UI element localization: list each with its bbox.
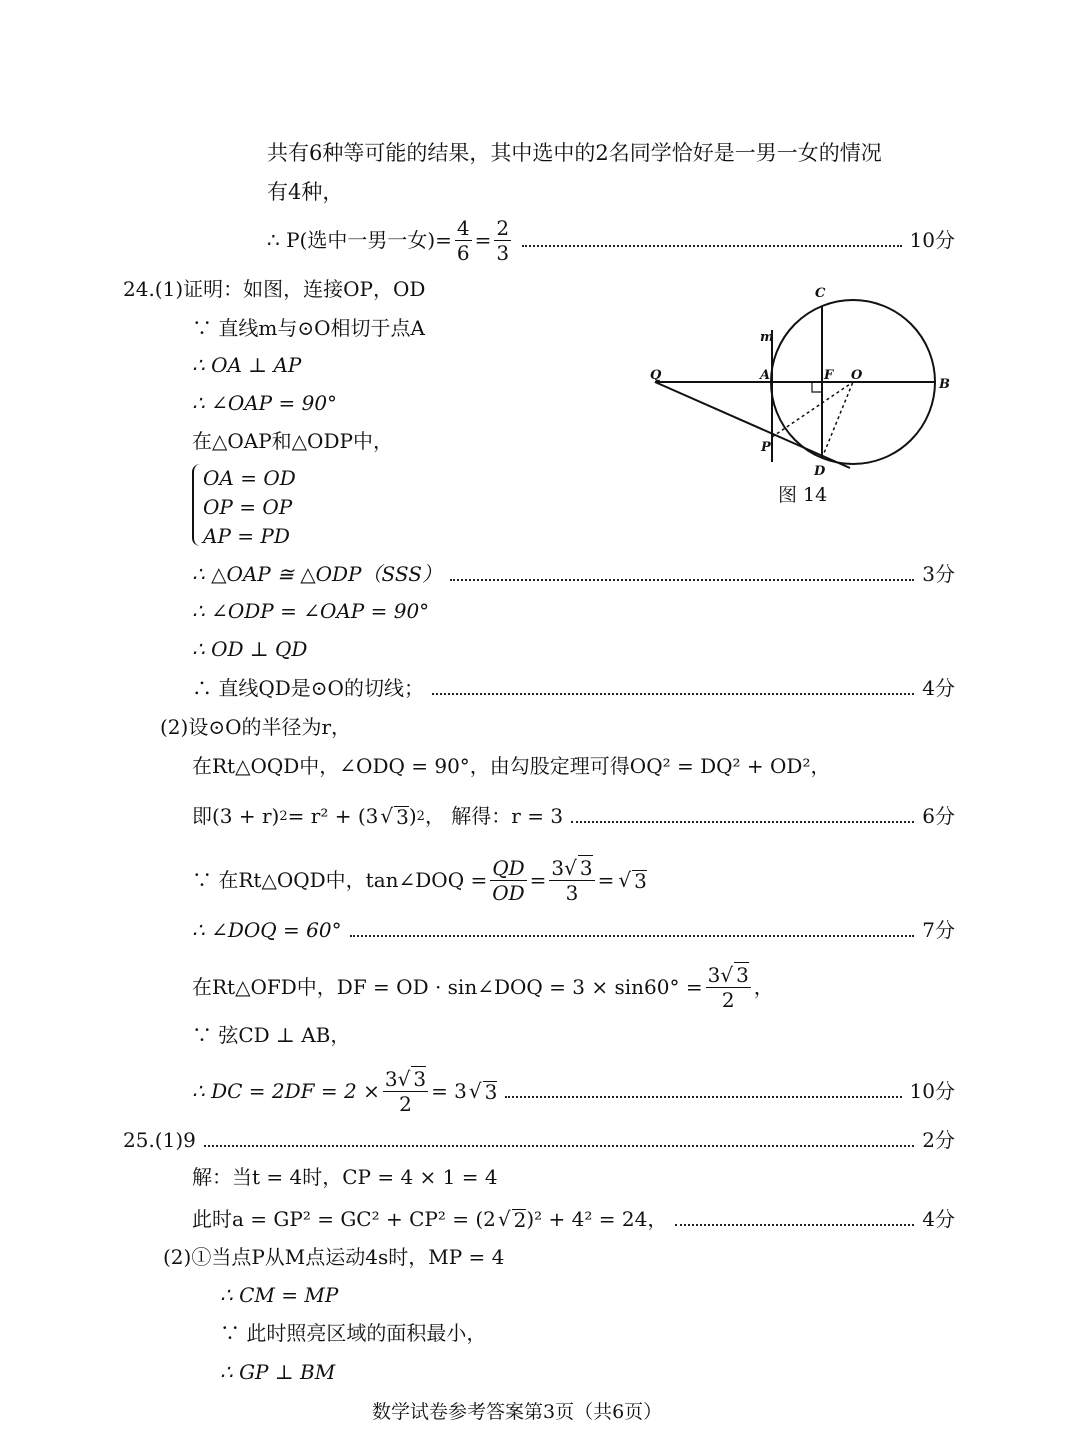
- system-eq-1: OA = OD: [203, 466, 296, 490]
- q24-pythagoras: 在Rt△OQD中，∠ODQ = 90°，由勾股定理可得OQ² = DQ² + OD²，: [192, 754, 831, 778]
- fraction-3sqrt3-2: $\frac{3√ 3}{2}$: [384, 1066, 427, 1116]
- score: 2分: [922, 1128, 955, 1152]
- q24-dc-line: ∴ DC = 2DF = 2 × $\frac{3√ 3}{2}$ = 3 √ 3 10分: [192, 1066, 955, 1116]
- fraction-3sqrt3-3: $\frac{3√ 3}{3}$: [551, 855, 593, 905]
- q24-line: ∴ ∠ODP = ∠OAP = 90°: [192, 599, 430, 623]
- q25-line: ∴ GP ⊥ BM: [220, 1360, 336, 1384]
- line-qd: [655, 382, 850, 468]
- label-d: D: [814, 464, 826, 479]
- q24-line: ∴ OA ⊥ AP: [192, 353, 302, 377]
- dot-leader: [350, 935, 915, 937]
- dot-leader: [522, 245, 901, 247]
- dot-leader: [675, 1224, 914, 1226]
- q25-part1: 25.(1)9 2分: [123, 1128, 955, 1152]
- q24-line: ∴ OD ⊥ QD: [192, 637, 308, 661]
- q25-line: ∵ 此时照亮区域的面积最小，: [220, 1321, 487, 1345]
- label-a: A: [760, 368, 771, 383]
- score: 7分: [922, 918, 955, 942]
- label-q: Q: [650, 368, 662, 383]
- intro-line-1: 共有6种等可能的结果，其中选中的2名同学恰好是一男一女的情况: [267, 141, 882, 165]
- q24-chord: ∵ 弦CD ⊥ AB，: [192, 1023, 351, 1047]
- dot-leader: [505, 1096, 901, 1098]
- label-m: m: [760, 330, 774, 345]
- score: 3分: [922, 562, 955, 586]
- q24-line: ∵ 直线m与⊙O相切于点A: [192, 316, 425, 340]
- score: 10分: [909, 1079, 955, 1103]
- q24-line: ∴ ∠OAP = 90°: [192, 391, 338, 415]
- fraction-2-3: $\frac{2}{3}$: [496, 215, 510, 265]
- label-b: B: [939, 377, 950, 392]
- geometry-figure: [645, 283, 955, 483]
- system-eq-2: OP = OP: [203, 495, 293, 519]
- score: 10分: [909, 228, 955, 252]
- q25-a-line: 此时a = GP² = GC² + CP² = (2 √ 2 )² + 4² = 24， 4分: [192, 1207, 955, 1232]
- figure-caption: 图 14: [778, 484, 828, 506]
- score: 6分: [922, 804, 955, 828]
- label-c: C: [815, 286, 826, 301]
- q24-congruence-line: ∴ △OAP ≅ △ODP（SSS） 3分: [192, 562, 955, 586]
- score: 4分: [922, 1207, 955, 1231]
- q25-line: ∴ CM = MP: [220, 1283, 339, 1307]
- page-footer: 数学试卷参考答案第3页（共6页）: [372, 1401, 663, 1423]
- dot-leader: [571, 821, 914, 823]
- label-f: F: [824, 368, 834, 383]
- right-angle-mark: [812, 382, 822, 392]
- fraction-qd-od: $\frac{QD}{OD}$: [492, 855, 525, 905]
- q25-part2: (2)①当点P从M点运动4s时，MP = 4: [163, 1245, 505, 1269]
- label-p: P: [761, 440, 771, 455]
- score: 4分: [922, 676, 955, 700]
- label-o: O: [851, 368, 863, 383]
- system-eq-3: AP = PD: [203, 524, 290, 548]
- intro-line-2: 有4种，: [267, 180, 344, 204]
- q24-part2: (2)设⊙O的半径为r，: [160, 715, 352, 739]
- q24-tangent-line: ∴ 直线QD是⊙O的切线； 4分: [192, 676, 955, 700]
- fraction-4-6: $\frac{4}{6}$: [456, 215, 470, 265]
- prob-prefix: ∴ P(选中一男一女)=: [267, 228, 452, 252]
- q24-angle-line: ∴ ∠DOQ = 60° 7分: [192, 918, 955, 942]
- q24-df-line: 在Rt△OFD中，DF = OD · sin∠DOQ = 3 × sin60° = $\frac{3√ 3}{2}$ ，: [192, 962, 774, 1012]
- system-brace: [192, 464, 202, 546]
- q24-solve-r: 即(3 + r) 2 = r² + (3 √ 3 ) 2 ， 解得：r = 3 6分: [192, 804, 955, 829]
- dot-leader: [432, 693, 914, 695]
- q25-line: 解：当t = 4时，CP = 4 × 1 = 4: [192, 1165, 498, 1189]
- probability-line: ∴ P(选中一男一女)= $\frac{4}{6}$ = $\frac{2}{3}$ 10分: [267, 215, 955, 265]
- fraction-3sqrt3-2: $\frac{3√ 3}{2}$: [707, 962, 749, 1012]
- q24-tan-line: ∵ 在Rt△OQD中，tan∠DOQ = $\frac{QD}{OD}$ = $\frac{3√ 3}{3}$ = √ 3: [192, 855, 647, 905]
- q24-line: 在△OAP和△ODP中，: [192, 429, 393, 453]
- dot-leader: [204, 1145, 914, 1147]
- dot-leader: [450, 579, 914, 581]
- q24-header: 24.(1)证明：如图，连接OP，OD: [123, 277, 426, 301]
